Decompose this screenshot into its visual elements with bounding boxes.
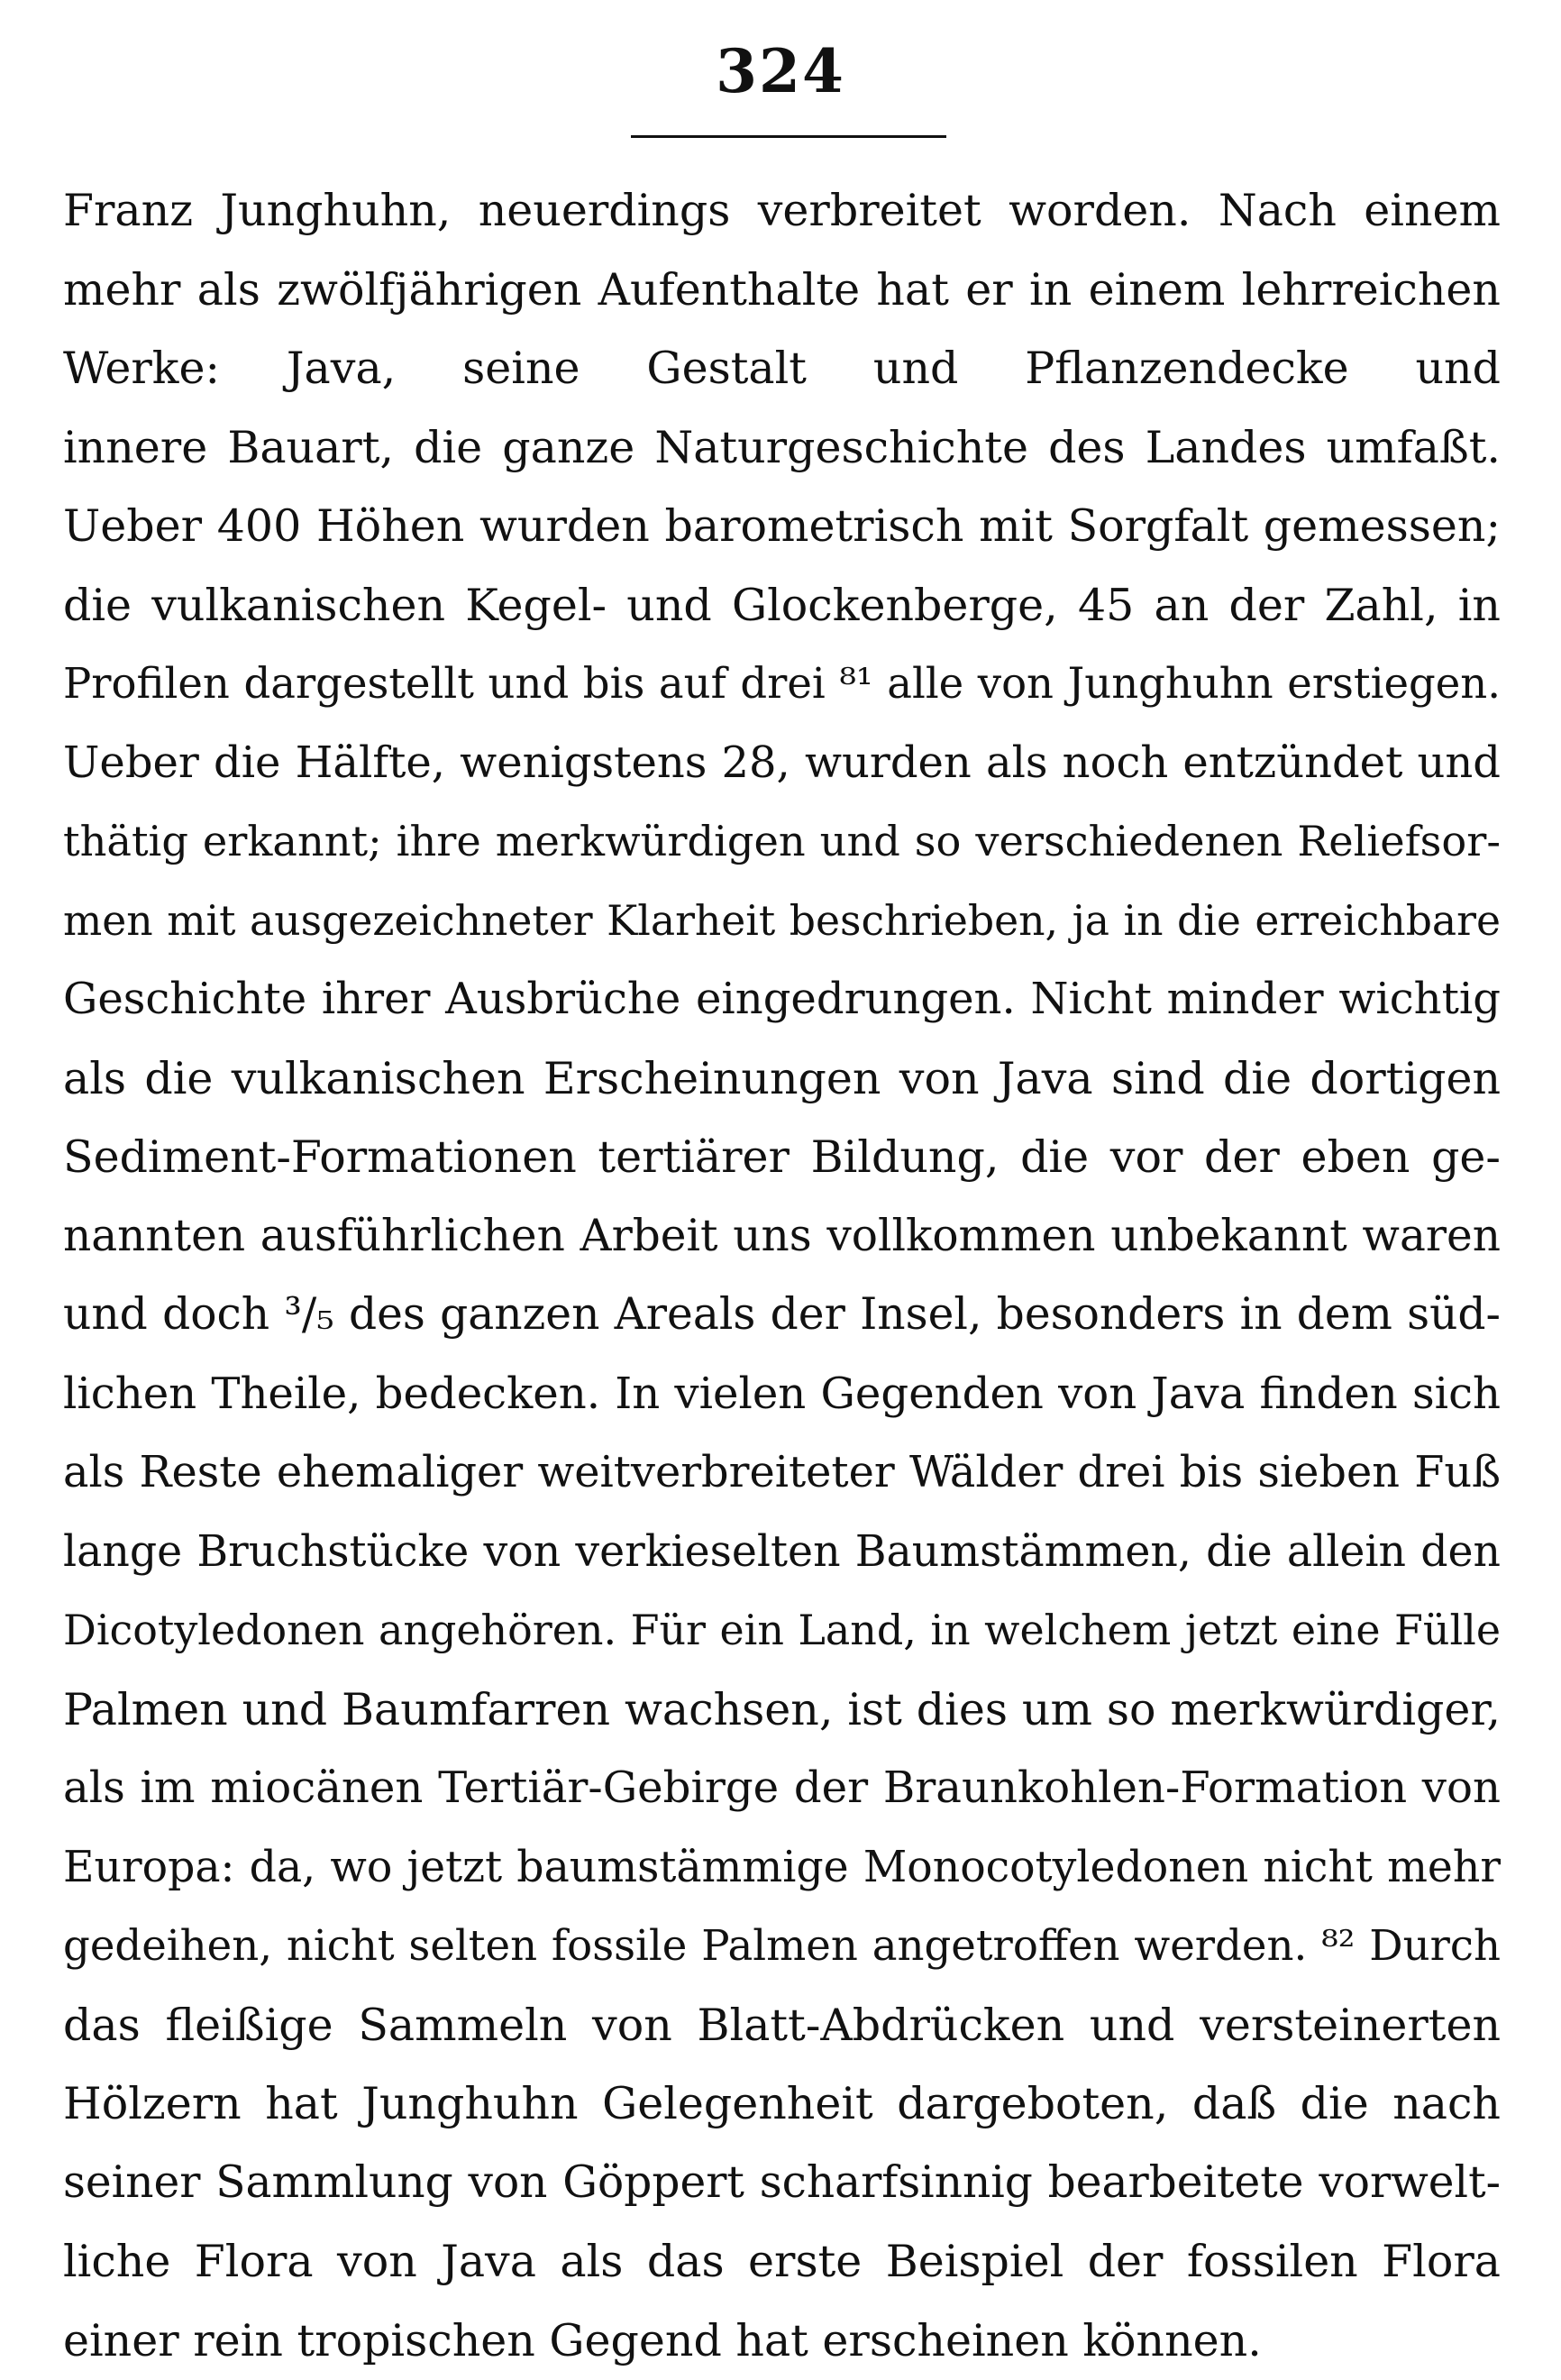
text-line: Ueber die Hälfte, wenigstens 28, wurden als noch entzündet und bbox=[63, 724, 1501, 803]
text-line: Sediment-Formationen tertiärer Bildung, die vor der eben ge- bbox=[63, 1118, 1501, 1197]
text-line: Werke: Java, seine Gestalt und Pflanzendecke und bbox=[63, 329, 1501, 408]
text-line: Geschichte ihrer Ausbrüche eingedrungen. Nicht minder wichtig bbox=[63, 960, 1501, 1039]
header-rule bbox=[631, 135, 946, 138]
text-line: Franz Junghuhn, neuerdings verbreitet worden. Nach einem bbox=[63, 171, 1501, 251]
text-line: die vulkanischen Kegel- und Glockenberge, 45 an der Zahl, in bbox=[63, 566, 1501, 645]
text-line: als Reste ehemaliger weitverbreiteter Wälder drei bis sieben Fuß bbox=[63, 1433, 1501, 1513]
text-line: innere Bauart, die ganze Naturgeschichte des Landes umfaßt. bbox=[63, 408, 1501, 488]
text-line: liche Flora von Java als das erste Beispiel der fossilen Flora bbox=[63, 2222, 1501, 2302]
text-line: gedeihen, nicht selten fossile Palmen angetroffen werden. ⁸² Durch bbox=[63, 1907, 1501, 1986]
text-line: Ueber 400 Höhen wurden barometrisch mit Sorgfalt gemessen; bbox=[63, 487, 1501, 566]
body-text bbox=[63, 171, 1501, 2380]
text-line: und doch ³/₅ des ganzen Areals der Insel, besonders in dem süd- bbox=[63, 1276, 1501, 1355]
text-line: das fleißige Sammeln von Blatt-Abdrücken und versteinerten bbox=[63, 1986, 1501, 2065]
text-line: als im miocänen Tertiär-Gebirge der Braunkohlen-Formation von bbox=[63, 1749, 1501, 1828]
text-line: mehr als zwölfjährigen Aufenthalte hat er in einem lehrreichen bbox=[63, 251, 1501, 330]
text-line: als die vulkanischen Erscheinungen von Java sind die dortigen bbox=[63, 1039, 1501, 1119]
text-line: thätig erkannt; ihre merkwürdigen und so verschiedenen Reliefsor- bbox=[63, 802, 1501, 882]
text-line: lichen Theile, bedecken. In vielen Gegenden von Java finden sich bbox=[63, 1355, 1501, 1434]
text-line: Europa: da, wo jetzt baumstämmige Monocotyledonen nicht mehr bbox=[63, 1828, 1501, 1908]
text-line: nannten ausführlichen Arbeit uns vollkommen unbekannt waren bbox=[63, 1197, 1501, 1277]
text-line: men mit ausgezeichneter Klarheit beschrieben, ja in die erreichbare bbox=[63, 882, 1501, 961]
page-number: 324 bbox=[0, 36, 1561, 106]
text-line: lange Bruchstücke von verkieselten Baumstämmen, die allein den bbox=[63, 1513, 1501, 1592]
text-line: seiner Sammlung von Göppert scharfsinnig bearbeitete vorwelt- bbox=[63, 2144, 1501, 2223]
text-line: Profilen dargestellt und bis auf drei ⁸¹ alle von Junghuhn erstiegen. bbox=[63, 645, 1501, 724]
text-line: Dicotyledonen angehören. Für ein Land, in welchem jetzt eine Fülle bbox=[63, 1591, 1501, 1671]
text-line: einer rein tropischen Gegend hat erscheinen können. bbox=[63, 2302, 1501, 2380]
text-line: Hölzern hat Junghuhn Gelegenheit dargeboten, daß die nach bbox=[63, 2064, 1501, 2144]
text-line: Palmen und Baumfarren wachsen, ist dies um so merkwürdiger, bbox=[63, 1671, 1501, 1750]
